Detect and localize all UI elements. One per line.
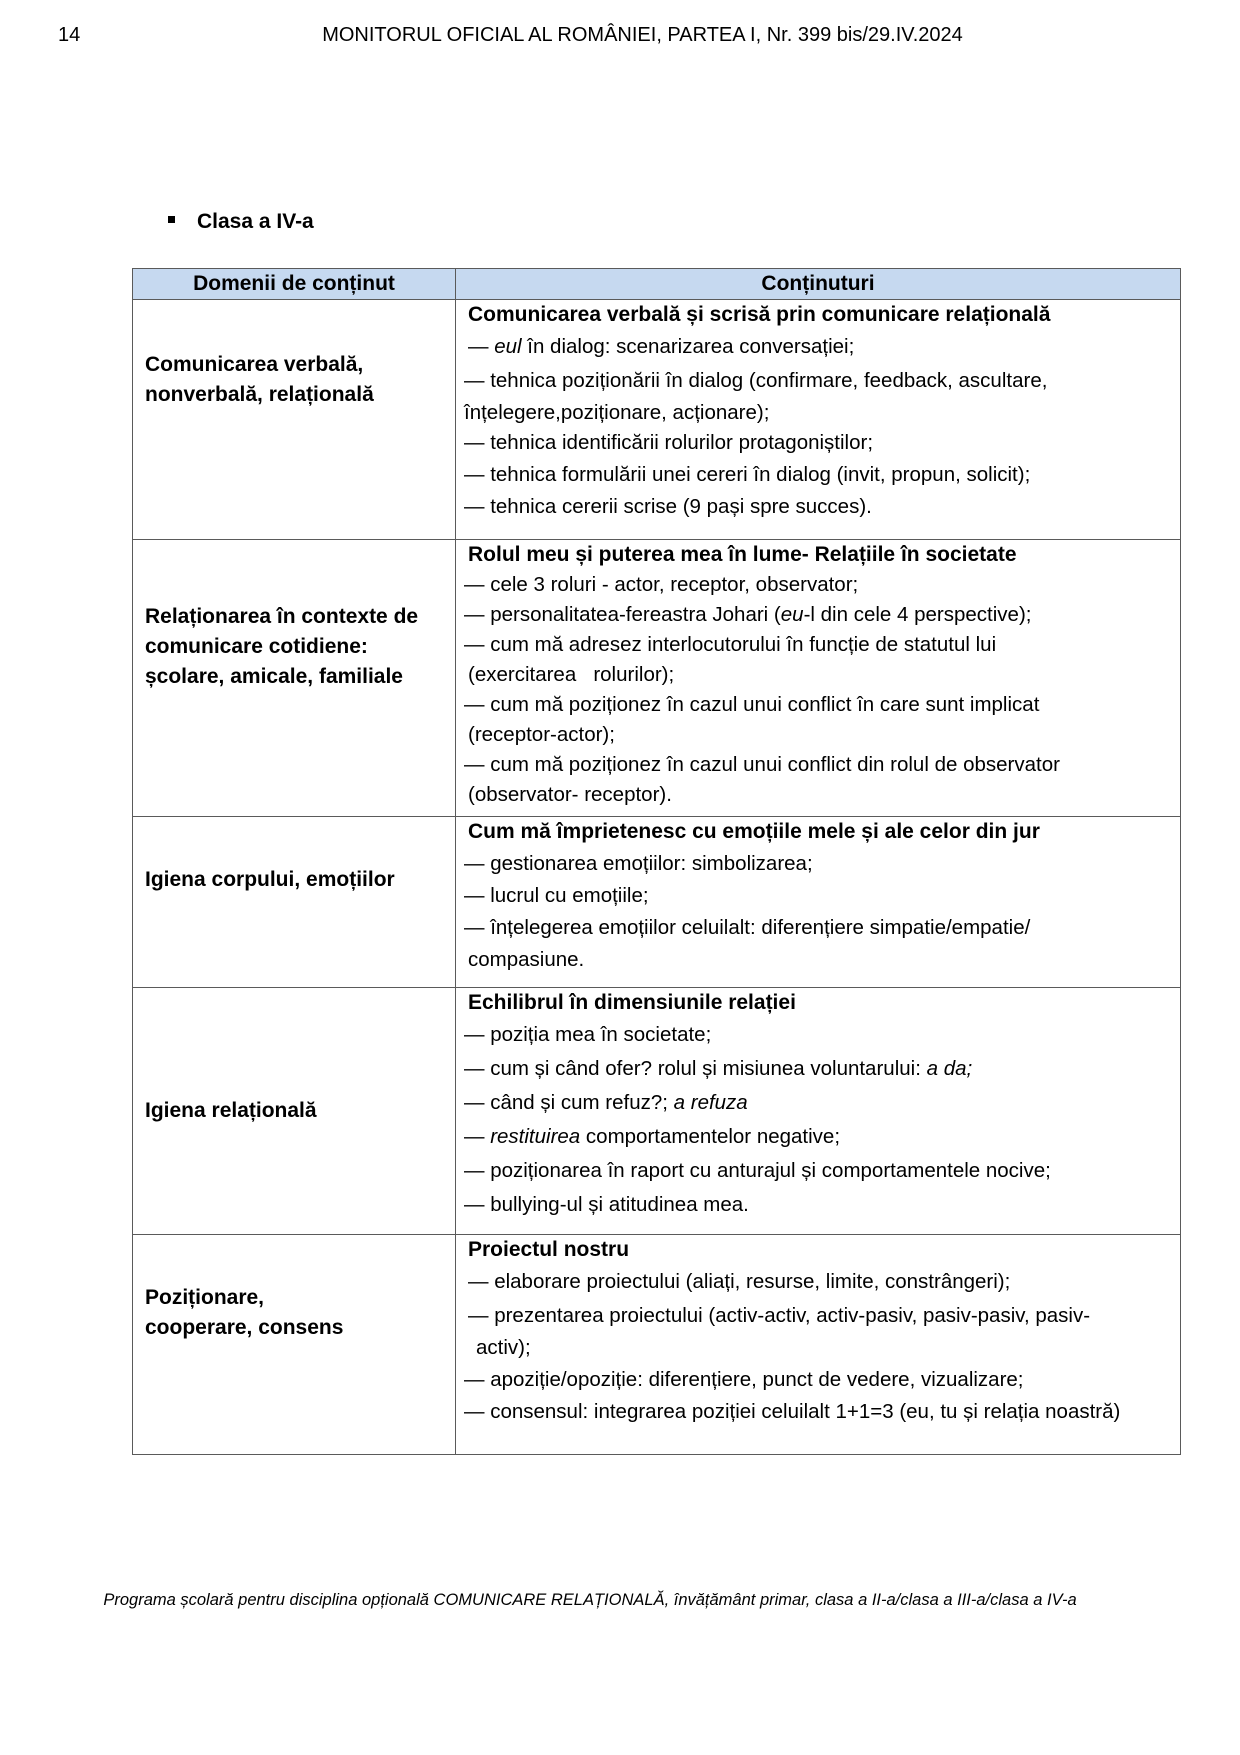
content-cell (456, 988, 1181, 1235)
section-title-text: Clasa a IV-a (197, 210, 314, 233)
domain-cell (133, 817, 456, 988)
table-header-row (133, 269, 1181, 300)
content-item: — lucrul cu emoțiile; (464, 884, 649, 907)
domain-label: Igiena relațională (145, 1099, 317, 1122)
italic-term: eu (780, 603, 804, 626)
table-row (133, 817, 1181, 988)
content-item: — când și cum refuz?; a refuza (464, 1091, 748, 1114)
content-item: — consensul: integrarea poziției celuilalt 1+1=3 (eu, tu și relația noastră) (464, 1400, 1121, 1423)
content-item: — cum mă adresez interlocutorului în funcție de statutul lui (464, 633, 997, 656)
table-row (133, 988, 1181, 1235)
domain-cell (133, 300, 456, 540)
content-heading: Rolul meu și puterea mea în lume- Relațiile în societate (468, 543, 1017, 566)
content-item: — înțelegerea emoțiilor celuilalt: diferențiere simpatie/empatie/ (464, 916, 1031, 939)
italic-term: a refuza (673, 1091, 748, 1114)
content-heading: Echilibrul în dimensiunile relației (468, 991, 796, 1014)
table-row (133, 1235, 1181, 1455)
content-item: — poziția mea în societate; (464, 1023, 712, 1046)
content-item: — gestionarea emoțiilor: simbolizarea; (464, 852, 813, 875)
domain-label: Comunicarea verbală, nonverbală, relațională (145, 353, 374, 406)
domain-cell (133, 988, 456, 1235)
publication-header: MONITORUL OFICIAL AL ROMÂNIEI, PARTEA I, Nr. 399 bis/29.IV.2024 (322, 24, 963, 46)
square-bullet-icon (168, 216, 175, 223)
content-item: — apoziție/opoziție: diferențiere, punct de vedere, vizualizare; (464, 1368, 1024, 1391)
content-item: — tehnica identificării rolurilor protagoniștilor; (464, 431, 874, 454)
domain-cell (133, 1235, 456, 1455)
content-item: — prezentarea proiectului (activ-activ, activ-pasiv, pasiv-pasiv, pasiv- (468, 1304, 1091, 1327)
content-item: — tehnica poziționării în dialog (confirmare, feedback, ascultare, (464, 369, 1048, 392)
content-item: — tehnica formulării unei cereri în dialog (invit, propun, solicit); (464, 463, 1031, 486)
content-cell (456, 540, 1181, 817)
content-item: (receptor-actor); (468, 723, 615, 746)
content-item: — cum și când ofer? rolul și misiunea voluntarului: a da; (464, 1057, 973, 1080)
italic-term: eul (494, 335, 522, 358)
content-item: — tehnica cererii scrise (9 pași spre succes). (464, 495, 872, 518)
content-item: — elaborare proiectului (aliați, resurse, limite, constrângeri); (468, 1270, 1011, 1293)
table-row (133, 300, 1181, 540)
content-item: — eul în dialog: scenarizarea conversației; (468, 335, 855, 358)
page-number: 14 (58, 24, 81, 46)
column-header-domains: Domenii de conținut (133, 269, 456, 300)
content-item: — poziționarea în raport cu anturajul și comportamentele nocive; (464, 1159, 1051, 1182)
content-item: — cum mă poziționez în cazul unui conflict din rolul de observator (464, 753, 1060, 776)
content-cell (456, 300, 1181, 540)
content-heading: Cum mă împrietenesc cu emoțiile mele și ale celor din jur (468, 820, 1040, 843)
domain-label: Relaționarea în contexte de comunicare cotidiene: școlare, amicale, familiale (145, 605, 419, 688)
content-item: (exercitarea rolurilor); (468, 663, 675, 686)
column-header-contents: Conținuturi (456, 269, 1181, 300)
curriculum-table (132, 268, 1181, 1455)
content-item: — personalitatea-fereastra Johari (eu-l din cele 4 perspective); (464, 603, 1032, 626)
content-cell (456, 1235, 1181, 1455)
domain-label: Igiena corpului, emoțiilor (145, 868, 395, 891)
content-item: (observator- receptor). (468, 783, 672, 806)
content-item: compasiune. (468, 948, 585, 971)
content-heading: Proiectul nostru (468, 1238, 630, 1261)
content-item: — cele 3 roluri - actor, receptor, observator; (464, 573, 859, 596)
domain-label: Poziționare, cooperare, consens (145, 1286, 344, 1339)
italic-term: restituirea (490, 1125, 581, 1148)
section-title (168, 210, 314, 234)
italic-term: a da; (926, 1057, 973, 1080)
domain-cell (133, 540, 456, 817)
table-row (133, 540, 1181, 817)
content-item: activ); (476, 1336, 531, 1359)
page-footer: Programa școlară pentru disciplina opțională COMUNICARE RELAȚIONALĂ, învățământ primar, clasa a II-a/clasa a III-a/clasa a IV-a (103, 1591, 1077, 1609)
content-item: — restituirea comportamentelor negative; (464, 1125, 841, 1148)
content-cell (456, 817, 1181, 988)
content-item: — bullying-ul și atitudinea mea. (464, 1193, 749, 1216)
content-heading: Comunicarea verbală și scrisă prin comunicare relațională (468, 303, 1051, 326)
content-item: — cum mă poziționez în cazul unui conflict în care sunt implicat (464, 693, 1040, 716)
content-item: înțelegere,poziționare, acționare); (464, 401, 770, 424)
